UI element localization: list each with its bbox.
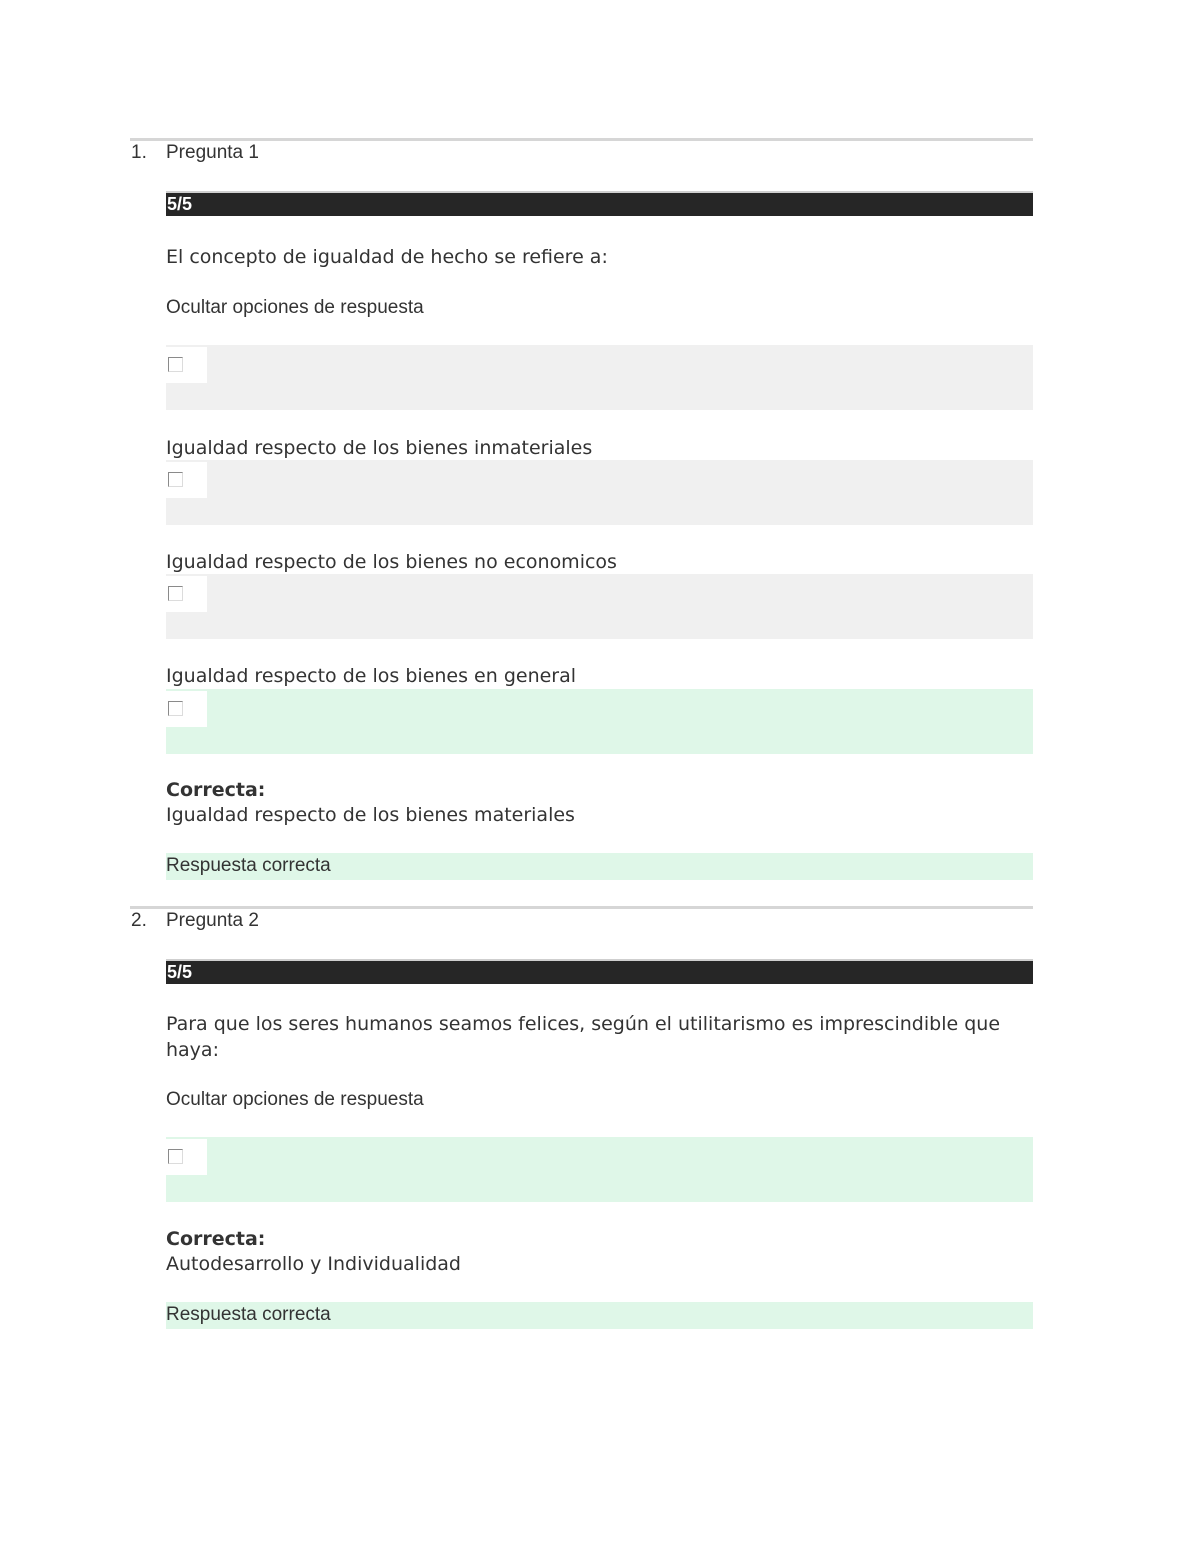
score-bar <box>166 191 1033 216</box>
checkbox-cell <box>166 691 207 727</box>
question-text: El concepto de igualdad de hecho se refiere a: <box>166 246 608 268</box>
answer-checkbox[interactable] <box>168 1149 183 1164</box>
question-divider <box>130 906 1033 909</box>
checkbox-cell <box>166 576 207 612</box>
question-number: 1. <box>131 142 147 163</box>
answer-option-1 <box>166 345 1033 410</box>
answer-option-correct <box>166 1137 1033 1202</box>
checkbox-cell <box>166 462 207 498</box>
answer-option-3 <box>166 574 1033 639</box>
correct-heading: Correcta: <box>166 779 266 801</box>
answer-checkbox[interactable] <box>168 701 183 716</box>
hide-answer-options-link[interactable]: Ocultar opciones de respuesta <box>166 1089 424 1110</box>
question-divider <box>130 138 1033 141</box>
answer-checkbox[interactable] <box>168 357 183 372</box>
correct-answer: Autodesarrollo y Individualidad <box>166 1253 461 1275</box>
question-number: 2. <box>131 910 147 931</box>
feedback-box <box>166 853 1033 880</box>
answer-option-label: Igualdad respecto de los bienes no economicos <box>166 551 617 573</box>
question-title: Pregunta 2 <box>166 910 259 931</box>
hide-answer-options-link[interactable]: Ocultar opciones de respuesta <box>166 297 424 318</box>
feedback-text: Respuesta correcta <box>166 855 331 876</box>
answer-option-label: Igualdad respecto de los bienes inmateriales <box>166 437 593 459</box>
answer-option-label: Igualdad respecto de los bienes en general <box>166 665 577 687</box>
correct-heading: Correcta: <box>166 1228 266 1250</box>
checkbox-cell <box>166 1139 207 1175</box>
question-text: Para que los seres humanos seamos felices, según el utilitarismo es imprescindible que haya: <box>166 1013 1001 1061</box>
answer-checkbox[interactable] <box>168 586 183 601</box>
feedback-text: Respuesta correcta <box>166 1304 331 1325</box>
answer-checkbox[interactable] <box>168 472 183 487</box>
score-value: 5/5 <box>167 194 193 214</box>
question-title: Pregunta 1 <box>166 142 259 163</box>
correct-answer: Igualdad respecto de los bienes materiales <box>166 804 575 826</box>
answer-option-correct <box>166 689 1033 754</box>
score-value: 5/5 <box>167 962 193 982</box>
checkbox-cell <box>166 347 207 383</box>
feedback-box <box>166 1302 1033 1329</box>
answer-option-2 <box>166 460 1033 525</box>
score-bar <box>166 959 1033 984</box>
